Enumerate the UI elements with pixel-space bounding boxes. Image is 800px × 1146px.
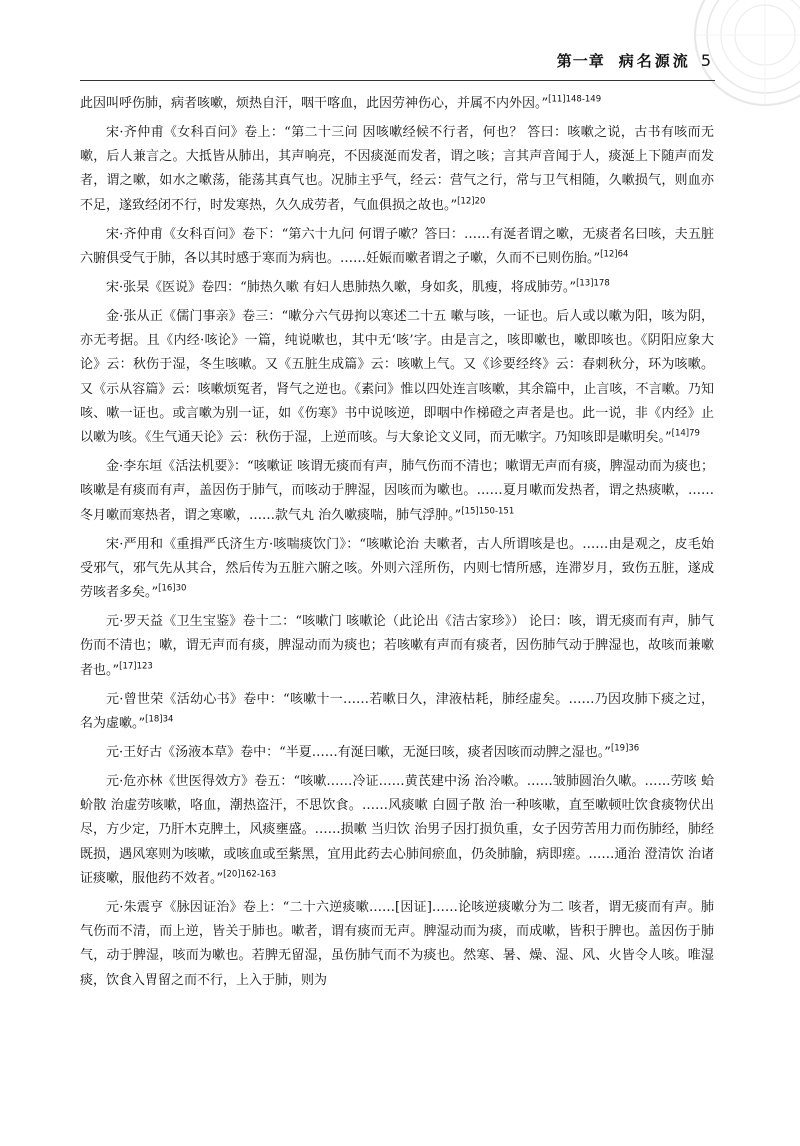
paragraph: 宋·张杲《医说》卷四：“肺热久嗽 有妇人患肺热久嗽，身如炙，肌瘦，将成肺劳。”$^{[13]178}$: [106, 278, 610, 295]
chapter-label: 第一章: [556, 52, 605, 70]
page-number: 5: [700, 51, 712, 70]
paragraph: 元·危亦林《世医得效方》卷五：“咳嗽……冷证……黄芪建中汤 治冷嗽。……皱肺圆治久嗽。……劳咳 蛤蚧散 治虚劳咳嗽，咯血，潮热盗汗，不思饮食。……风痰嗽 白圆子散 治一种咳嗽，直至嗽顿吐饮食痰物伏出尽，方少定，乃肝木克脾土，风痰壅盛。……损嗽 当归饮 治男子因打损负重，女子因劳苦用力而伤肺经，肺经既损，遇风寒则为咳嗽，或咳血或至紫黑，宜用此药去心肺间瘀血，仍灸肺腧，病即瘥。……通治 澄清饮 治诸证痰嗽，服他药不效者。”$^{[20]162-163}$: [80, 773, 714, 886]
paragraph: 宋·齐仲甫《女科百问》卷上：“第二十三问 因咳嗽经候不行者，何也？ 答曰：咳嗽之说，古书有咳而无嗽，后人兼言之。大抵皆从肺出，其声响亮，不因痰涎而发者，谓之咳；言其声音闻于人，痰涎上下随声而发者，谓之嗽，如水之嗽荡，能荡其真气也。况肺主乎气，经云：营气之行，常与卫气相随，久嗽损气，则血亦不足，遂致经闭不行，时发寒热，久久成劳者，气血俱损之故也。”$^{[12]20}$: [80, 124, 714, 213]
paragraph: 宋·严用和《重揖严氏济生方·咳喘痰饮门》：“咳嗽论治 夫嗽者，古人所谓咳是也。……由是观之，皮毛始受邪气，邪气先从其合，然后传为五脏六腑之咳。外则六淫所伤，内则七情所感，连滞岁月，致伤五脏，遂成劳咳者多矣。”$^{[16]30}$: [80, 536, 714, 601]
paragraph: 金·李东垣《活法机要》：“咳嗽证 咳谓无痰而有声，肺气伤而不清也；嗽谓无声而有痰，脾湿动而为痰也；咳嗽是有痰而有声，盖因伤于肺气，而咳动于脾湿，因咳而为嗽也。……夏月嗽而发热者，谓之热痰嗽，……冬月嗽而寒热者，谓之寒嗽，……款气丸 治久嗽痰喘，肺气浮肿。”$^{[15]150-151}$: [80, 459, 714, 523]
citation-ref: [11]148-149: [548, 94, 602, 105]
citation-ref: [12]64: [600, 249, 629, 260]
paragraph: 元·王好古《汤液本草》卷中：“半夏……有涎曰嗽，无涎曰咳，痰者因咳而动脾之湿也。”$^{[19]36}$: [106, 743, 640, 760]
citation-ref: [20]162-163: [223, 869, 277, 880]
citation-ref: [14]79: [671, 428, 700, 439]
citation-ref: [19]36: [610, 743, 640, 754]
page-header: [557, 50, 712, 71]
paragraph: 元·朱震亨《脉因证治》卷上：“二十六逆痰嗽……[因证]……论咳逆痰嗽分为二 咳者，谓无痰而有声。肺气伤而不清，而上逆，皆关于肺也。嗽者，谓有痰而无声。脾湿动而为痰，而成嗽，皆积于脾也。盖因伤于肺气，动于脾湿，咳而为嗽也。若脾无留湿，虽伤肺气而不为痰也。然寒、暑、燥、湿、风、火皆令人咳。唯湿痰，饮食入胃留之而不行，上入于肺，则为: [80, 899, 714, 988]
paragraph: 金·张从正《儒门事亲》卷三：“嗽分六气毋拘以寒述二十五 嗽与咳，一证也。后人或以嗽为阳，咳为阴，亦无考据。且《内经·咳论》一篇，纯说嗽也，其中无‘咳’字。由是言之，咳即嗽也，嗽即咳也。《阴阳应象大论》云：秋伤于湿，冬生咳嗽。又《五脏生成篇》云：咳嗽上气。又《诊要经终》云：春刺秋分，环为咳嗽。又《示从容篇》云：咳嗽烦冤者，肾气之逆也。《素问》惟以四处连言咳嗽，其余篇中，止言咳，不言嗽。乃知咳、嗽一证也。或言嗽为别一证，如《伤寒》书中说咳逆，即咽中作梯磴之声者是也。此一说，非《内经》止以嗽为咳。《生气通天论》云：秋伤于湿，上逆而咳。与大象论文义同，而无嗽字。乃知咳即是嗽明矣。”$^{[14]79}$: [80, 308, 714, 446]
citation-ref: [17]123: [119, 661, 153, 672]
citation-ref: [15]150-151: [461, 506, 515, 517]
citation-ref: [12]20: [457, 196, 486, 207]
header-rule: [80, 80, 715, 81]
paragraph: 元·曾世荣《活幼心书》卷中：“咳嗽十一……若嗽日久，津液枯耗，肺经虚矣。……乃因攻肺下痰之过，名为虚嗽。”$^{[18]34}$: [80, 691, 714, 731]
citation-ref: [18]34: [145, 714, 174, 725]
chapter-title: 病名源流: [618, 52, 691, 70]
paragraph: 宋·齐仲甫《女科百问》卷下：“第六十九问 何谓子嗽？答曰：……有涎者谓之嗽，无痰者名曰咳，夫五脏六腑俱受气于肺，各以其时感于寒而为病也。……妊娠而嗽者谓之子嗽，久而不已则伤胎。”$^{[12]64}$: [80, 226, 714, 266]
body-text: [80, 92, 714, 1142]
citation-ref: [13]178: [576, 278, 610, 289]
paragraph: 元·罗天益《卫生宝鉴》卷十二：“咳嗽门 咳嗽论（此论出《洁古家珍》） 论曰：咳，谓无痰而有声，肺气伤而不清也；嗽，谓无声而有痰，脾湿动而为痰也；若咳嗽有声而有痰者，因伤肺气动于脾湿也，故咳而兼嗽者也。”$^{[17]123}$: [80, 614, 714, 678]
paragraph: 此因叫呼伤肺，病者咳嗽，烦热自汗，咽干喀血，此因劳神伤心，并属不内外因。”$^{[11]148-149}$: [80, 94, 602, 111]
citation-ref: [16]30: [158, 583, 187, 594]
